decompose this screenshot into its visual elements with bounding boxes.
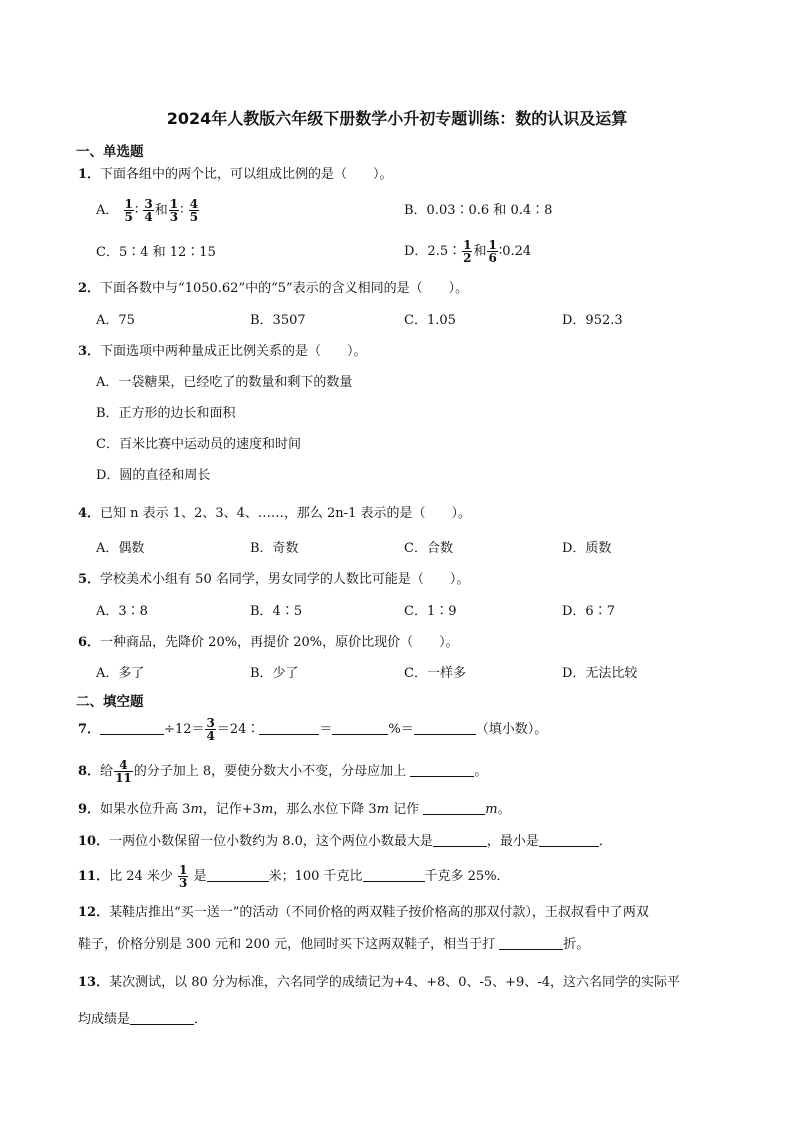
answer-blank[interactable] — [130, 1010, 194, 1025]
question-text: 米；100 千克比 — [268, 869, 363, 884]
question-12 — [78, 904, 649, 922]
q2-option-d: D．952.3 — [562, 313, 623, 328]
answer-blank[interactable] — [433, 832, 487, 847]
question-text: %＝ — [388, 722, 414, 737]
answer-blank[interactable] — [259, 720, 319, 735]
page-title: 2024年人教版六年级下册数学小升初专题训练：数的认识及运算 — [166, 109, 628, 128]
q3-option-d: D．圆的直径和周长 — [96, 468, 211, 483]
question-number: 5． — [78, 572, 101, 587]
q6-option-a: A．多了 — [96, 666, 145, 681]
fraction: $\frac{3}{4}$ — [144, 197, 153, 224]
unit-symbol: m — [485, 802, 498, 817]
question-number: 10． — [78, 834, 110, 849]
question-stem: 已知 n 表示 1、2、3、4、……，那么 2n-1 表示的是（ ）。 — [100, 506, 471, 521]
question-3 — [78, 343, 367, 361]
q3-option-b: B．正方形的边长和面积 — [96, 406, 236, 421]
q6-option-b: B．少了 — [250, 666, 299, 681]
q5-option-c: C．1∶9 — [404, 604, 457, 619]
question-12-line-2 — [78, 935, 589, 954]
question-number: 2． — [78, 281, 101, 296]
section-heading-fill-blank: 二、填空题 — [76, 694, 144, 710]
question-5 — [78, 571, 469, 589]
answer-blank[interactable] — [100, 720, 164, 735]
q4-option-c: C．合数 — [404, 541, 453, 556]
question-6 — [78, 634, 459, 652]
question-stem: 下面各组中的两个比，可以组成比例的是（ ）。 — [100, 167, 393, 182]
question-text: 记作 — [389, 802, 420, 817]
q4-option-b: B．奇数 — [250, 541, 299, 556]
question-number: 3． — [78, 344, 101, 359]
q4-option-d: D．质数 — [562, 541, 612, 556]
question-text: 一两位小数保留一位小数约为 8.0，这个两位小数最大是 — [109, 834, 433, 849]
option-label: D．2.5∶ — [404, 244, 462, 259]
question-11 — [78, 860, 510, 894]
q1-option-d — [404, 237, 531, 267]
question-text: ，最小是 — [486, 834, 539, 849]
question-number: 1． — [78, 167, 101, 182]
question-number: 13． — [78, 975, 110, 990]
question-7 — [78, 714, 547, 746]
q5-option-d: D．6∶7 — [562, 604, 615, 619]
answer-blank[interactable] — [499, 935, 563, 950]
question-text: 的分子加上 8，要使分数大小不变，分母应加上 — [133, 764, 407, 779]
q5-option-a: A．3∶8 — [96, 604, 148, 619]
unit-symbol: m — [190, 802, 203, 817]
fraction: $\frac{1}{5}$ — [124, 197, 133, 224]
ratio-sign: ∶ — [180, 203, 184, 218]
question-text: ÷12＝ — [164, 722, 205, 737]
question-number: 9． — [78, 802, 101, 817]
q2-option-c: C．1.05 — [404, 313, 456, 328]
question-text: （填小数）。 — [475, 722, 548, 737]
question-4 — [78, 505, 471, 523]
question-10 — [78, 832, 612, 851]
question-stem: 学校美术小组有 50 名同学，男女同学的人数比可能是（ ）。 — [100, 572, 470, 587]
question-text: 比 24 米少 — [109, 869, 173, 884]
question-text: ＝ — [319, 722, 333, 737]
conjunction: 和 — [473, 244, 487, 259]
q6-option-d: D．无法比较 — [562, 666, 638, 681]
option-tail: ∶0.24 — [498, 244, 532, 259]
question-text: 给 — [100, 764, 114, 779]
conjunction: 和 — [154, 203, 168, 218]
answer-blank[interactable] — [363, 867, 425, 882]
section-heading-single-choice: 一、单选题 — [76, 144, 144, 160]
question-2 — [78, 280, 468, 298]
question-text: 如果水位升高 3 — [100, 802, 191, 817]
q5-option-b: B．4∶5 — [250, 604, 303, 619]
q1-option-c: C．5∶4 和 12∶15 — [96, 245, 216, 260]
q1-option-a — [96, 196, 200, 226]
question-number: 7． — [78, 722, 101, 737]
question-text: ＝24∶ — [216, 722, 260, 737]
question-number: 4． — [78, 506, 101, 521]
question-text: 。 — [474, 764, 488, 779]
question-8 — [78, 756, 487, 788]
question-text: 。 — [497, 802, 511, 817]
q1-option-b: B．0.03∶0.6 和 0.4∶8 — [404, 203, 553, 218]
question-text: 均成绩是 — [78, 1012, 131, 1027]
question-text: 鞋子，价格分别是 300 元和 200 元，他同时买下这两双鞋子，相当于打 — [78, 937, 496, 952]
question-text: 千克多 25%． — [424, 869, 510, 884]
fraction: $\frac{1}{2}$ — [463, 238, 472, 265]
option-label: A． — [96, 203, 119, 218]
question-9 — [78, 800, 511, 819]
question-stem: 一种商品，先降价 20%，再提价 20%，原价比现价（ ）。 — [100, 635, 459, 650]
q3-option-c: C．百米比赛中运动员的速度和时间 — [96, 437, 301, 452]
answer-blank[interactable] — [423, 800, 485, 815]
fraction: $\frac{4}{5}$ — [189, 197, 199, 224]
answer-blank[interactable] — [414, 720, 476, 735]
question-13 — [78, 974, 680, 992]
fraction: $\frac{1}{3}$ — [169, 197, 179, 224]
unit-symbol: m — [260, 802, 274, 817]
q3-option-a: A．一袋糖果，已经吃了的数量和剩下的数量 — [96, 375, 353, 390]
question-number: 12． — [78, 905, 110, 920]
question-stem: 下面各数中与“1050.62”中的“5”表示的含义相同的是（ ）。 — [100, 281, 469, 296]
fraction: $\frac{3}{4}$ — [206, 716, 215, 743]
question-number: 8． — [78, 764, 101, 779]
question-text: ． — [194, 1012, 208, 1027]
question-13-line-2 — [78, 1010, 207, 1029]
answer-blank[interactable] — [410, 762, 474, 777]
question-text: ． — [598, 834, 612, 849]
q6-option-c: C．一样多 — [404, 666, 466, 681]
question-text: 是 — [193, 869, 207, 884]
answer-blank[interactable] — [539, 832, 599, 847]
unit-symbol: m — [376, 802, 390, 817]
question-number: 11． — [78, 869, 110, 884]
question-text: ，那么水位下降 3 — [273, 802, 377, 817]
question-text: 某次测试，以 80 分为标准，六名同学的成绩记为+4、+8、0、-5、+9、-4，这六名同学的实际平 — [109, 975, 680, 990]
question-1 — [78, 166, 393, 184]
question-text: 折。 — [563, 937, 590, 952]
q2-option-b: B．3507 — [250, 313, 306, 328]
question-stem: 下面选项中两种量成正比例关系的是（ ）。 — [100, 344, 367, 359]
fraction: $\frac{4}{11}$ — [115, 758, 132, 785]
question-text: 某鞋店推出“买一送一”的活动（不同价格的两双鞋子按价格高的那双付款），王叔叔看中了两双 — [109, 905, 649, 920]
q4-option-a: A．偶数 — [96, 541, 145, 556]
answer-blank[interactable] — [332, 720, 388, 735]
question-number: 6． — [78, 635, 101, 650]
fraction: $\frac{1}{6}$ — [488, 238, 497, 265]
answer-blank[interactable] — [207, 867, 269, 882]
fraction: $\frac{1}{3}$ — [179, 863, 188, 890]
q2-option-a: A．75 — [96, 313, 135, 328]
question-text: ，记作+3 — [202, 802, 261, 817]
ratio-sign: ∶ — [134, 203, 139, 218]
